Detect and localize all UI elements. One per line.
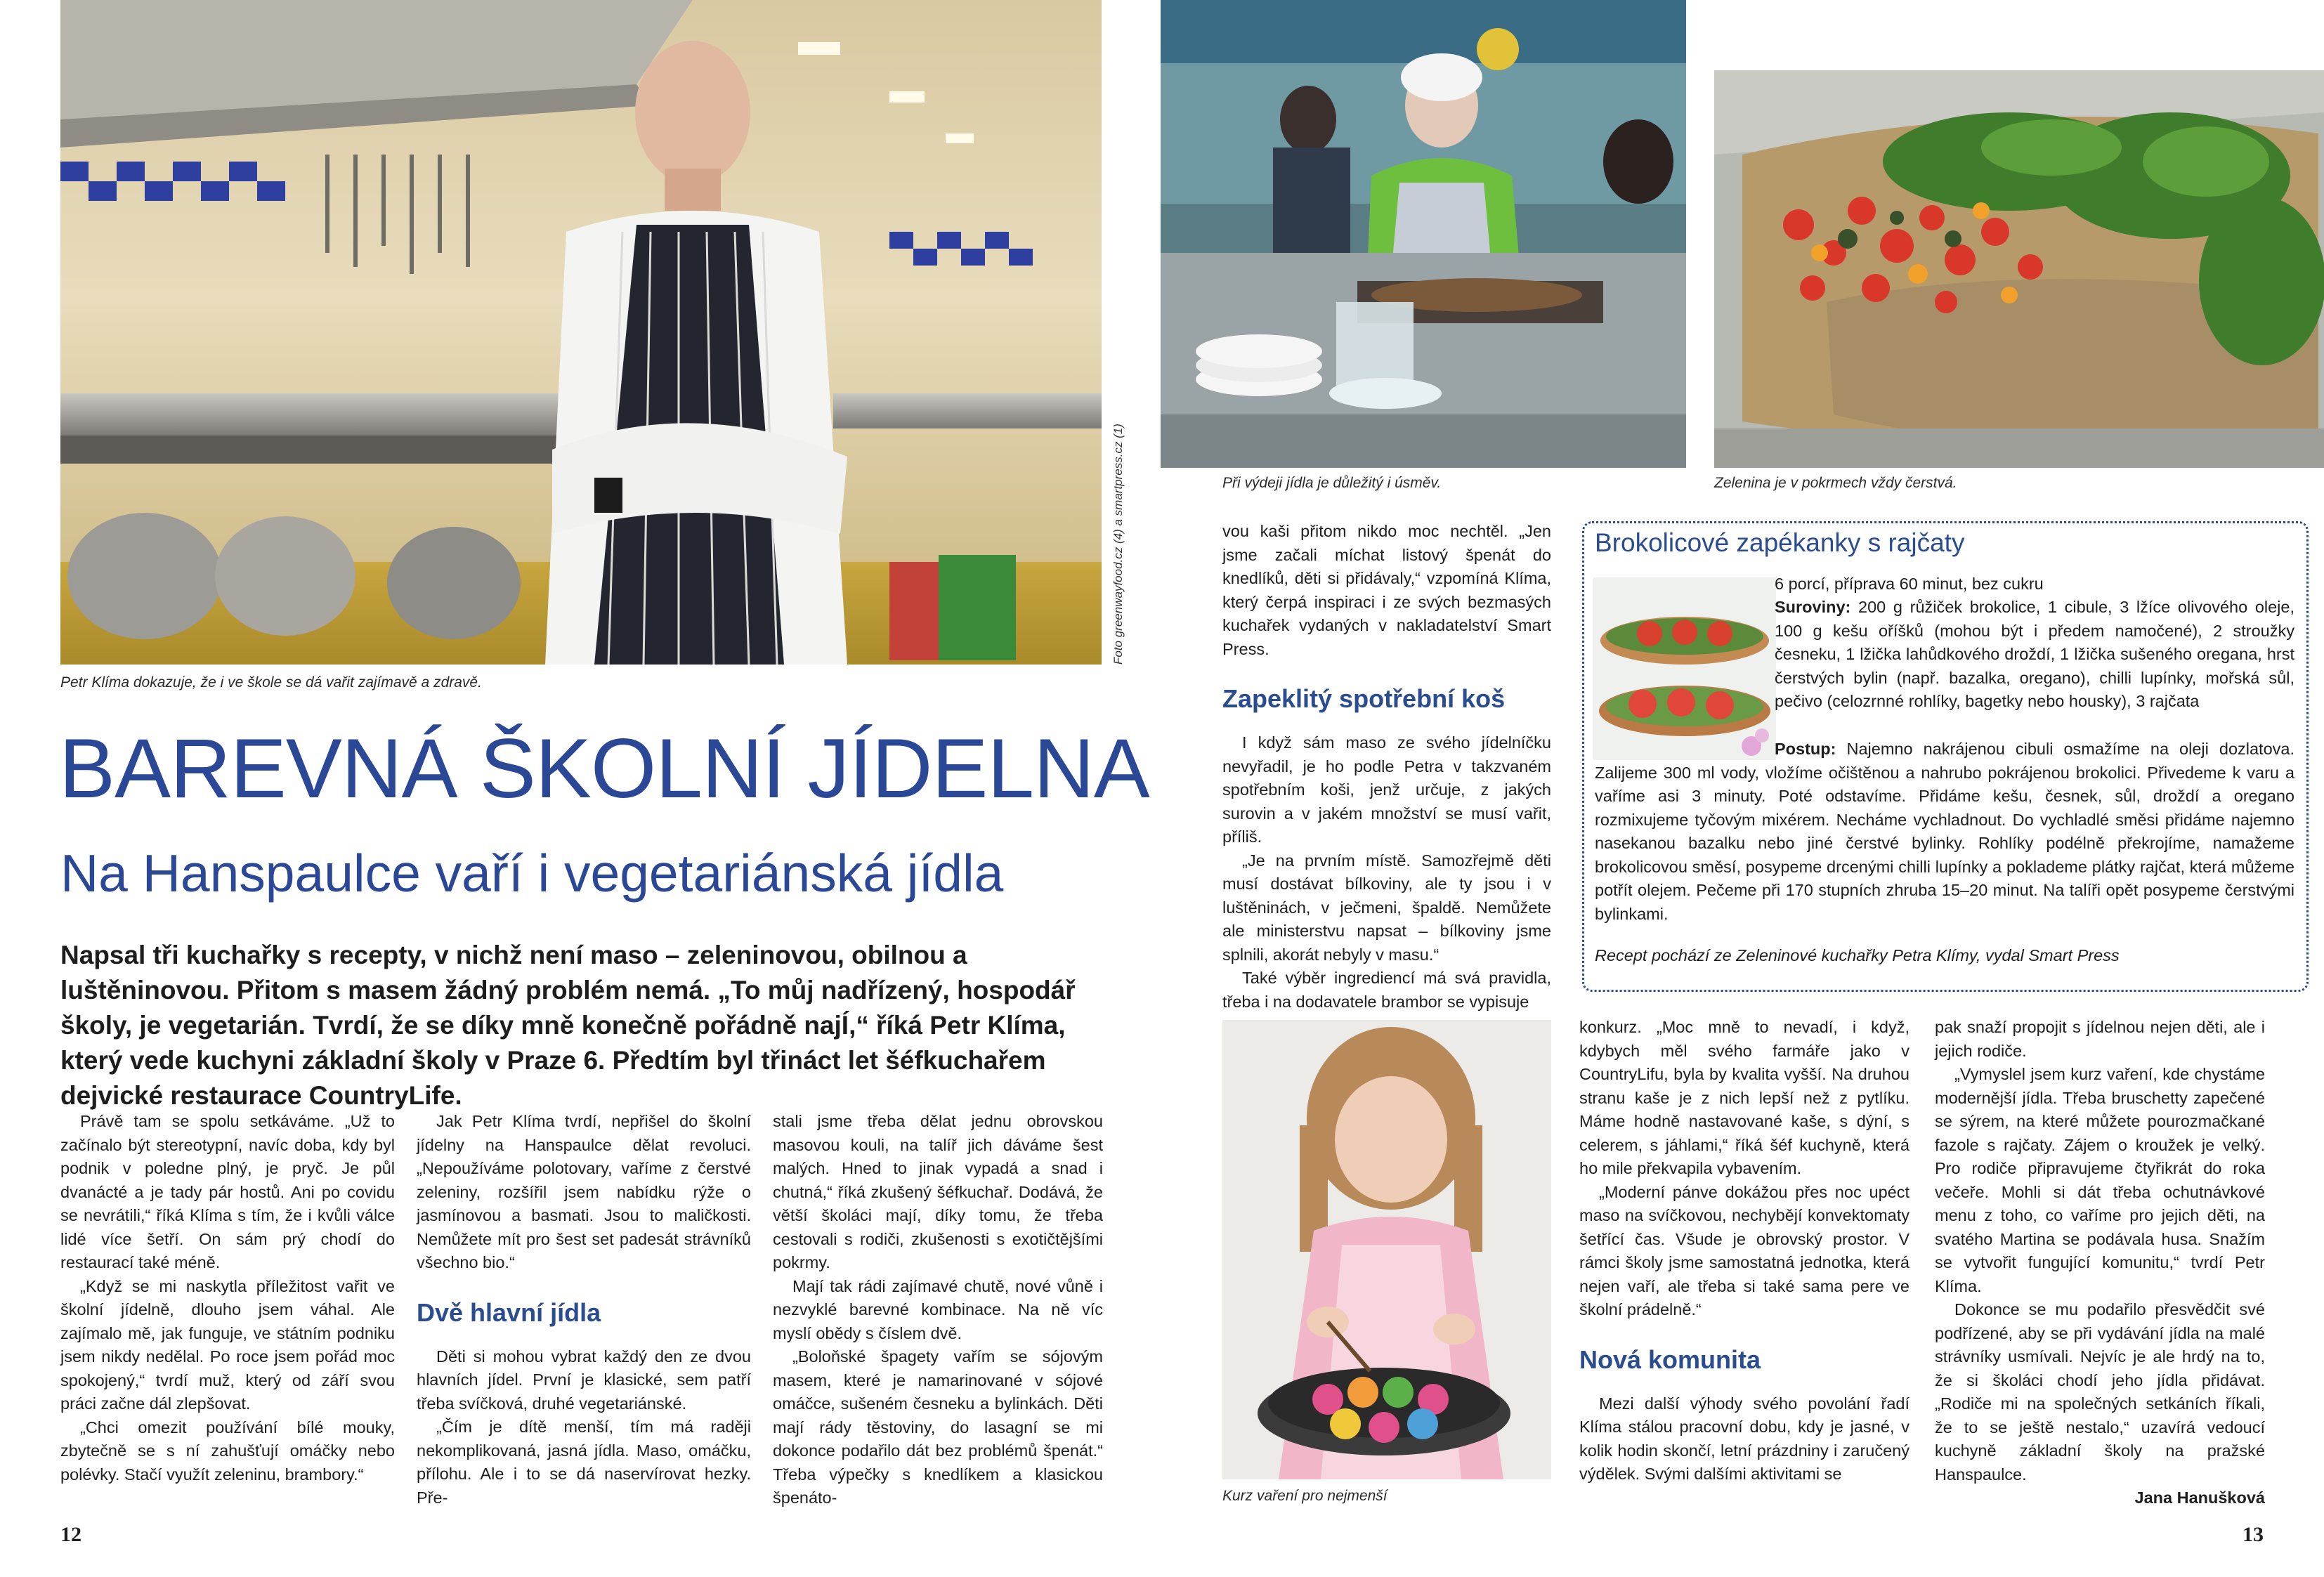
recipe-procedure-label: Postup: (1775, 740, 1836, 758)
left-col2-para-1: Děti si mohou vybrat každý den ze dvou hlavních jídel. První je klasické, sem patří třeba svíčková, druhé vegetariánské. (417, 1347, 751, 1413)
chef-photo-caption: Petr Klíma dokazuje, že i ve škole se dá vařit zajímavě a zdravě. (60, 674, 482, 691)
vegetables-photo (1714, 70, 2324, 468)
photo-credit: Foto greenwayfood.cz (4) a smartpress.cz (1) (1111, 424, 1125, 665)
recipe-photo (1593, 577, 1776, 760)
page-number-left: 12 (60, 1523, 81, 1546)
left-col2-intro: Jak Petr Klíma tvrdí, nepřišel do školní jídelny na Hanspaulce dělat revoluci. „Nepoužíváme polotovary, vaříme z čerstvé zeleniny, rozšířil jsem nabídku rýže o jasmínovou a basmati. Jsou to maličkosti. Nemůžete mít pro šest set padesát strávníků všechno bio.“ (417, 1112, 751, 1271)
right-col2-para-1: konkurz. „Moc mně to nevadí, i když, kdybych měl svého farmáře jako v CountryLifu, byla by kvalita vyšší. Na druhou stranu kaše je z nich lepší než z pytlíku. Máme hodně nastavované kaše, s dýní, s celerem, s jáhlami,“ říká šéf kuchyně, která ho mile překvapila vybavením. (1579, 1018, 1910, 1177)
recipe-source: Recept pochází ze Zeleninové kuchařky Petra Klímy, vydal Smart Press (1595, 946, 2120, 964)
right-col3-para-3: Dokonce se mu podařilo přesvědčit své podřízené, aby se při vydávání jídla na malé strávníky usmívali. Nejvíc je ale hrdý na to, že si školáci chodí jeho jídla přidávat. „Rodiče mi na společných setkáních říkali, že to se ještě nestalo,“ uzavírá vedoucí kuchyně základní školy na pražské Hanspaulce. (1935, 1300, 2265, 1484)
right-col1-heading: Zapeklitý spotřební koš (1222, 684, 1506, 713)
vegetables-photo-caption: Zelenina je v pokrmech vždy čerstvá. (1714, 475, 1957, 491)
headline: BAREVNÁ ŠKOLNÍ JÍDELNA (59, 721, 1149, 816)
right-col2-para-3: Mezi další výhody svého povolání řadí Klíma stálou pracovní dobu, kdy je jasné, v kolik hodin skončí, letní prázdniny i zaručený výdělek. Svými dalšími aktivitami se (1579, 1394, 1910, 1483)
left-col3-para-1: stali jsme třeba dělat jednu obrovskou masovou kouli, na talíř jich dáváme šest malých. Hned to jinak vypadá a snad i chutná,“ říká zkušený šéfkuchař. Dodává, že větší školáci mají, díky tomu, že třeba cestovali s rodiči, zkušenosti s exotičtějšími pokrmy. (773, 1112, 1103, 1271)
right-col1-para-4: Také výběr ingrediencí má svá pravidla, třeba i na dodavatele brambor se vypisuje (1222, 969, 1551, 1011)
recipe-procedure (1595, 738, 2294, 926)
cooking-child-caption: Kurz vaření pro nejmenší (1222, 1488, 1388, 1504)
left-col1-para-2: „Když se mi naskytla příležitost vařit ve školní jídelně, dlouho jsem váhal. Ale zajímalo mě, jak funguje, ve státním podniku jsem nikdy nedělal. Po roce jsem pořád moc spokojený,“ tvrdí muž, který od září svou práci začne dál zlepšovat. (60, 1276, 395, 1413)
right-column-1-top (1222, 520, 1551, 1014)
serving-photo (1161, 0, 1686, 468)
serving-photo-caption: Při výdeji jídla je důležitý i úsměv. (1222, 475, 1442, 491)
right-col2-heading: Nová komunita (1579, 1344, 1761, 1374)
left-col2-heading: Dvě hlavní jídla (417, 1297, 601, 1327)
left-col3-para-2: Mají tak rádi zajímavé chutě, nové vůně i nezvyklé barevné kombinace. Na ně víc myslí obědy s číslem dvě. (773, 1276, 1103, 1342)
subheadline: Na Hanspaulce vaří i vegetariánská jídla (60, 844, 1004, 903)
right-col2-para-2: „Moderní pánve dokážou přes noc upéct maso na svíčkovou, nechybějí konvektomaty šetřící čas. Všude je obrovský prostor. V rámci školy jsme samostatná jednotka, která nejen vaří, ale třeba si také sama pere ve školní prádelně.“ (1579, 1182, 1910, 1318)
right-col1-para-3: „Je na prvním místě. Samozřejmě děti musí dostávat bílkoviny, ale ty jsou i v luštěninách, v ječmeni, špaldě. Nemůžete ale ministerstvu napsat – bílkoviny jsme splnili, akorát nebyly v masu.“ (1222, 851, 1551, 964)
left-col2-para-2: „Čím je dítě menší, tím má raději nekomplikovaná, jasná jídla. Maso, omáčku, přílohu. Ale i to se dá naservírovat hezky. Pře- (417, 1418, 751, 1507)
recipe-portions: 6 porcí, příprava 60 minut, bez cukru (1775, 575, 2044, 593)
left-col1-para-3: „Chci omezit používání bílé mouky, zbytečně se s ní zahušťují omáčky nebo polévky. Stačí využít zeleninu, brambory.“ (60, 1418, 395, 1484)
cooking-child-photo (1222, 1020, 1551, 1479)
recipe-ingredients-label: Suroviny: (1775, 598, 1851, 616)
right-col1-para-1: vou kaši přitom nikdo moc nechtěl. „Jen jsme začali míchat listový špenát do knedlíků, děti si přidávaly,“ vzpomíná Klíma, který čerpá inspiraci i ze svých bezmasých kuchařek vydaných v nakladatelství Smart Press. (1222, 522, 1551, 658)
page-number-right: 13 (2243, 1523, 2264, 1546)
right-col3-para-1: pak snaží propojit s jídelnou nejen děti, ale i jejich rodiče. (1935, 1018, 2265, 1060)
recipe-procedure-text: Najemno nakrájenou cibuli osmažíme na oleji dozlatova. Zalijeme 300 ml vody, vložíme očištěnou a nahrubo pokrájenou brokolici. Přivedeme k varu a vaříme asi 3 minuty. Poté odstavíme. Přidáme kešu, česnek, sůl, droždí a oregano rozmixujeme tyčovým mixérem. Necháme vychladnout. Do vychladlé směsi přidáme najemno nasekanou bazalku nebo jiné čerstvé bylinky. Rohlíky podélně překrojíme, namažeme brokolicovou směsí, posypeme drcenými chilli lupínky a poklademe plátky rajčat, která můžeme potřít olejem. Pečeme při 170 stupních zhruba 15–20 minut. Na talíři opět posypeme čerstvými bylinkami. (1595, 740, 2294, 923)
left-column-2 (417, 1110, 751, 1510)
right-col1-para-2: I když sám maso ze svého jídelníčku nevyřadil, je ho podle Petra v takzvaném spotřebním koši, jenž určuje, z jakých surovin a v jakém množství se musí vařit, příliš. (1222, 733, 1551, 846)
lead-paragraph: Napsal tři kuchařky s recepty, v nichž není maso – zeleninovou, obilnou a luštěninovou. Přitom s masem žádný problém nemá. „To můj nadřízený, hospodář školy, je vegetarián. Tvrdí, že se díky mně konečně pořádně najÍ,“ říká Petr Klíma, který vede kuchyni základní školy v Praze 6. Předtím byl třináct let šéfkuchařem dejvické restaurace CountryLife. (60, 941, 1076, 1110)
left-column-3 (773, 1110, 1103, 1510)
recipe-ingredients (1775, 596, 2294, 714)
right-column-3 (1935, 1016, 2265, 1510)
recipe-ingredients-text: 200 g růžiček brokolice, 1 cibule, 3 lžíce olivového oleje, 100 g kešu oříšků (mohou být i předem namočené), 2 stroužky česneku, 1 lžička lahůdkového droždí, 1 lžička sušeného oregana, hrst čerstvých bylin (např. bazalka, oregano), chilli lupínky, mořská sůl, pečivo (celozrnné rohlíky, bagetky nebo housky), 3 rajčata (1775, 598, 2294, 710)
left-column-1 (60, 1110, 395, 1486)
right-col3-para-2: „Vymyslel jsem kurz vaření, kde chystáme modernější jídla. Třeba bruschetty zapečené se sýrem, na které můžete pourozmačkané fazole s rajčaty. Zájem o kroužek je velký. Pro rodiče připravujeme čtyřikrát do roka večeře. Mohli si dát třeba ochutnávkové menu z toho, co vaříme pro jejich děti, na svatého Martina se podávala husa. Snažím se vytvořit fungující komunitu,“ tvrdí Petr Klíma. (1935, 1065, 2265, 1295)
chef-photo (60, 0, 1102, 665)
author-byline: Jana Hanušková (2134, 1488, 2265, 1507)
right-column-2 (1579, 1016, 1910, 1486)
recipe-title: Brokolicové zapékanky s rajčaty (1595, 528, 1965, 557)
left-col3-para-3: „Boloňské špagety vařím se sójovým masem, které je namarinované v sójové omáčce, sušeném česneku a bylinkách. Děti mají rády těstoviny, do lasagní se mi dokonce podařilo dát bez problémů špenát.“ Třeba výpečky s knedlíkem a klasickou špenáto- (773, 1347, 1103, 1507)
left-col1-para-1: Právě tam se spolu setkáváme. „Už to začínalo být stereotypní, navíc doba, kdy byl podnik v poledne plný, je pryč. Je půl dvanácté a je tady pár hostů. Ani po covidu se nevrátili,“ říká Klíma s tím, že i kvůli válce lidé více šetří. On sám prý chodí do restaurací také méně. (60, 1112, 395, 1271)
